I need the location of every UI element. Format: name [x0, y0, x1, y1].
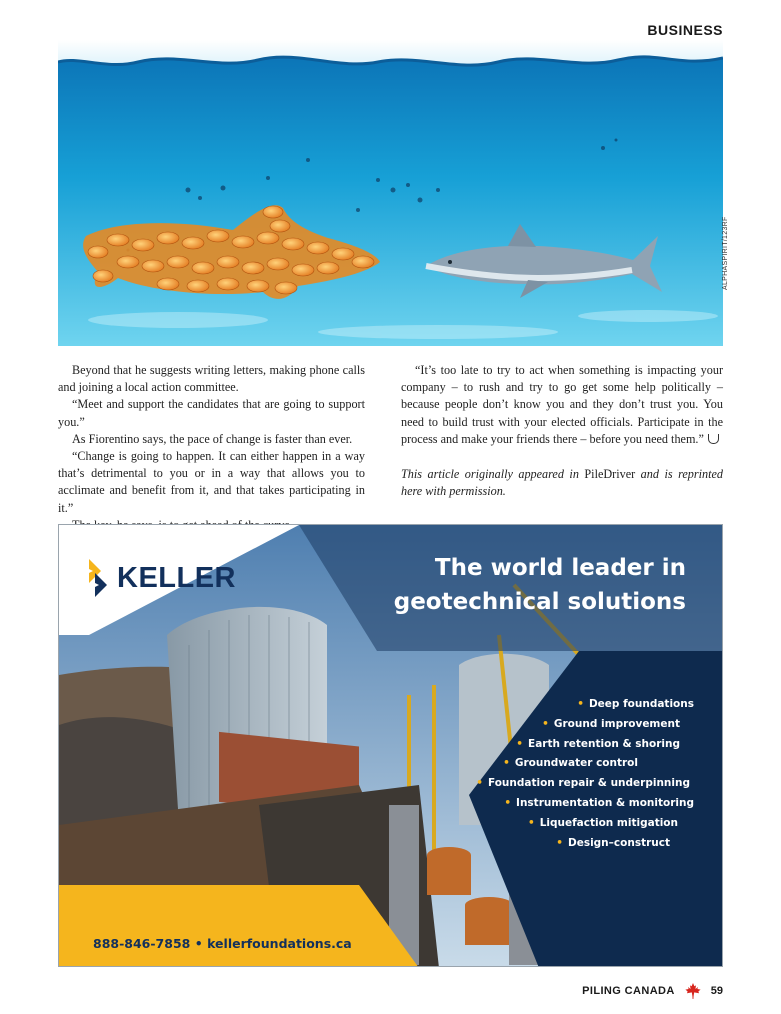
- ad-contact: [93, 936, 352, 951]
- service-item: • Liquefaction mitigation: [527, 816, 678, 829]
- paragraph: As Fiorentino says, the pace of change is faster than ever.: [72, 431, 353, 446]
- service-item: • Ground improvement: [542, 717, 680, 730]
- paragraph: “Meet and support the candidates that are going to support you.”: [58, 397, 365, 429]
- hero-image: [58, 40, 723, 346]
- bullet-icon: •: [476, 777, 483, 790]
- paragraph: Beyond that he suggests writing letters, making phone calls and joining a local action committee.: [58, 363, 365, 395]
- headline-line: geotechnical solutions: [393, 589, 686, 615]
- paragraph-text: “It’s too late to try to act when something is impacting your company – to rush and try to go get some help politically – because people don’t know you and they don’t trust you. You need to build trust with your elected officials. Participate in the process and make your friends there – before you need them.”: [401, 363, 723, 446]
- service-item: • Instrumentation & monitoring: [504, 796, 694, 809]
- note-prefix: This article originally appeared in: [401, 467, 585, 482]
- service-item: • Groundwater control: [503, 757, 638, 770]
- ad-headline: [346, 551, 686, 619]
- bullet-icon: •: [527, 816, 535, 829]
- website-link[interactable]: kellerfoundations.ca: [207, 936, 352, 951]
- page-number: 59: [710, 985, 723, 997]
- shark-illustration: [58, 40, 723, 346]
- service-item: • Deep foundations: [577, 698, 694, 710]
- keller-chevron-icon: [87, 559, 109, 597]
- page-footer: [582, 983, 723, 999]
- keller-advertisement[interactable]: [58, 524, 723, 967]
- phone-number[interactable]: 888-846-7858: [93, 936, 191, 951]
- bullet-icon: •: [516, 737, 524, 750]
- article-column-right: [401, 362, 723, 500]
- brand-name: KELLER: [117, 561, 236, 594]
- paragraph: [401, 362, 723, 448]
- paragraph: “Change is going to happen. It can either happen in a way that’s detrimental to you or in a way that allows you to acclimate and benefit from it, and that takes participating in it.”: [58, 449, 365, 515]
- magazine-name: PILING CANADA: [582, 985, 675, 997]
- service-item: • Earth retention & shoring: [516, 737, 680, 750]
- bullet-icon: •: [542, 717, 549, 730]
- section-label: BUSINESS: [647, 22, 723, 38]
- separator: •: [194, 936, 203, 951]
- bullet-icon: •: [556, 836, 563, 849]
- photo-credit: ALPHASPIRIT/123RF: [722, 216, 729, 290]
- note-suffix: and is reprinted here with permission.: [401, 467, 723, 499]
- bullet-icon: •: [504, 796, 512, 809]
- bullet-icon: •: [503, 757, 510, 770]
- bullet-icon: •: [577, 698, 584, 710]
- maple-leaf-icon: [685, 983, 701, 999]
- reprint-note: [401, 466, 723, 500]
- article-column-left: [58, 362, 365, 534]
- end-mark-icon: [708, 434, 719, 444]
- headline-line: The world leader in: [434, 555, 686, 581]
- service-item: • Foundation repair & underpinning: [476, 777, 690, 790]
- publication-name: PileDriver: [584, 467, 636, 482]
- services-list: [476, 695, 694, 853]
- keller-logo[interactable]: [87, 559, 236, 597]
- service-item: • Design–construct: [556, 836, 670, 849]
